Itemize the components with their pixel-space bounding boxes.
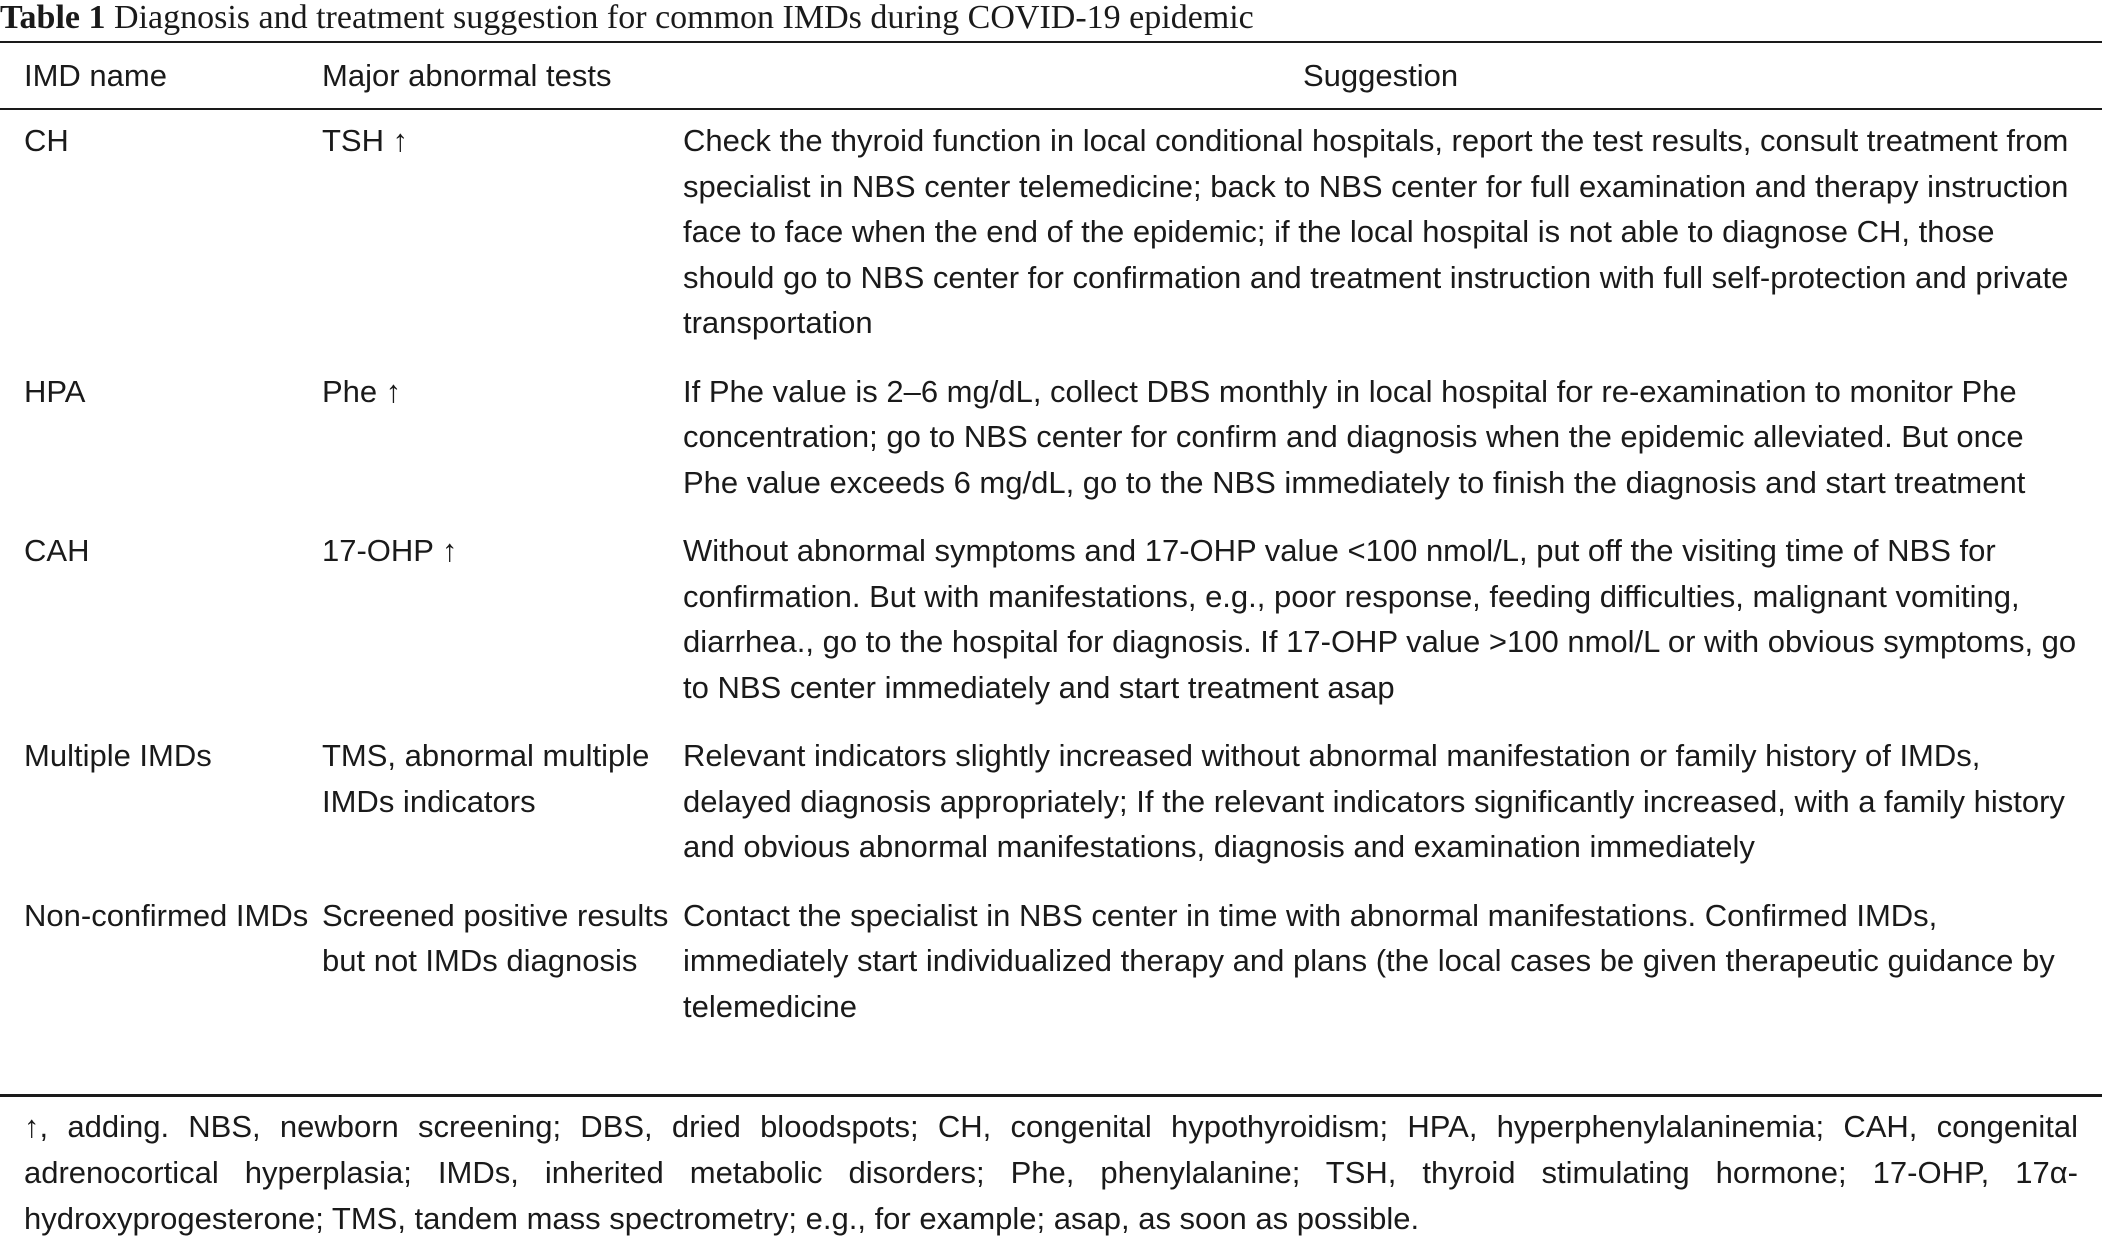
table-header-rule xyxy=(0,108,2102,110)
abnormal-tests-cell: Phe ↑ xyxy=(322,373,402,409)
table-row-multiple-imds xyxy=(0,733,2102,870)
column-header-major-abnormal-tests: Major abnormal tests xyxy=(322,58,612,93)
suggestion-cell: If Phe value is 2–6 mg/dL, collect DBS monthly in local hospital for re-examination to monitor Phe concentration; go to NBS center for confirm and diagnosis when the epidemic alleviated. But once Phe value exceeds 6 mg/dL, go to the NBS immediately to finish the diagnosis and start treatment xyxy=(683,373,2026,500)
imd-name-cell: CAH xyxy=(24,533,90,568)
table-caption-text: Diagnosis and treatment suggestion for common IMDs during COVID-19 epidemic xyxy=(114,0,1254,36)
table-caption xyxy=(0,0,1254,38)
suggestion-cell: Contact the specialist in NBS center in time with abnormal manifestations. Confirmed IMDs, immediately start individualized therapy and plans (the local cases be given therapeutic guidance by telemedicine xyxy=(683,897,2055,1024)
table-row-hpa xyxy=(0,369,2102,506)
column-header-imd-name: IMD name xyxy=(24,58,167,93)
table-bottom-rule xyxy=(0,1094,2102,1097)
imd-name-cell: Non-confirmed IMDs xyxy=(24,897,309,933)
imd-name-cell: Multiple IMDs xyxy=(24,738,212,773)
table-row-non-confirmed-imds xyxy=(0,893,2102,1030)
abnormal-tests-cell: Screened positive results but not IMDs diagnosis xyxy=(322,897,669,978)
imd-name-cell: HPA xyxy=(24,373,86,409)
abnormal-tests-cell: TMS, abnormal multiple IMDs indicators xyxy=(322,738,650,819)
table-row-ch xyxy=(0,118,2102,346)
table-footnote: ↑, adding. NBS, newborn screening; DBS, dried bloodspots; CH, congenital hypothyroidism; HPA, hyperphenylalaninemia; CAH, congenital adrenocortical hyperplasia; IMDs, inherited metabolic disorders; Phe, phenylalanine; TSH, thyroid stimulating hormone; 17-OHP, 17α-hydroxyprogesterone; TMS, tandem mass spectrometry; e.g., for example; asap, as soon as possible. xyxy=(24,1109,2078,1236)
suggestion-cell: Relevant indicators slightly increased without abnormal manifestation or family history of IMDs, delayed diagnosis appropriately; If the relevant indicators significantly increased, with a family history and obvious abnormal manifestations, diagnosis and examination immediately xyxy=(683,738,2065,864)
suggestion-cell: Without abnormal symptoms and 17-OHP value <100 nmol/L, put off the visiting time of NBS for confirmation. But with manifestations, e.g., poor response, feeding difficulties, malignant vomiting, diarrhea., go to the hospital for diagnosis. If 17-OHP value >100 nmol/L or with obvious symptoms, go to NBS center immediately and start treatment asap xyxy=(683,533,2077,705)
suggestion-cell: Check the thyroid function in local conditional hospitals, report the test results, consult treatment from specialist in NBS center telemedicine; back to NBS center for full examination and therapy instruction face to face when the end of the epidemic; if the local hospital is not able to diagnose CH, those should go to NBS center for confirmation and treatment instruction with full self-protection and private transportation xyxy=(683,123,2069,340)
table-top-rule xyxy=(0,41,2102,43)
imd-name-cell: CH xyxy=(24,123,69,158)
table-caption-label: Table 1 xyxy=(0,0,106,36)
table-header-row xyxy=(0,56,2102,96)
abnormal-tests-cell: TSH ↑ xyxy=(322,123,409,158)
column-header-suggestion: Suggestion xyxy=(1302,58,1459,93)
table-row-cah xyxy=(0,528,2102,710)
table-body xyxy=(0,118,2102,1052)
abnormal-tests-cell: 17-OHP ↑ xyxy=(322,533,458,568)
